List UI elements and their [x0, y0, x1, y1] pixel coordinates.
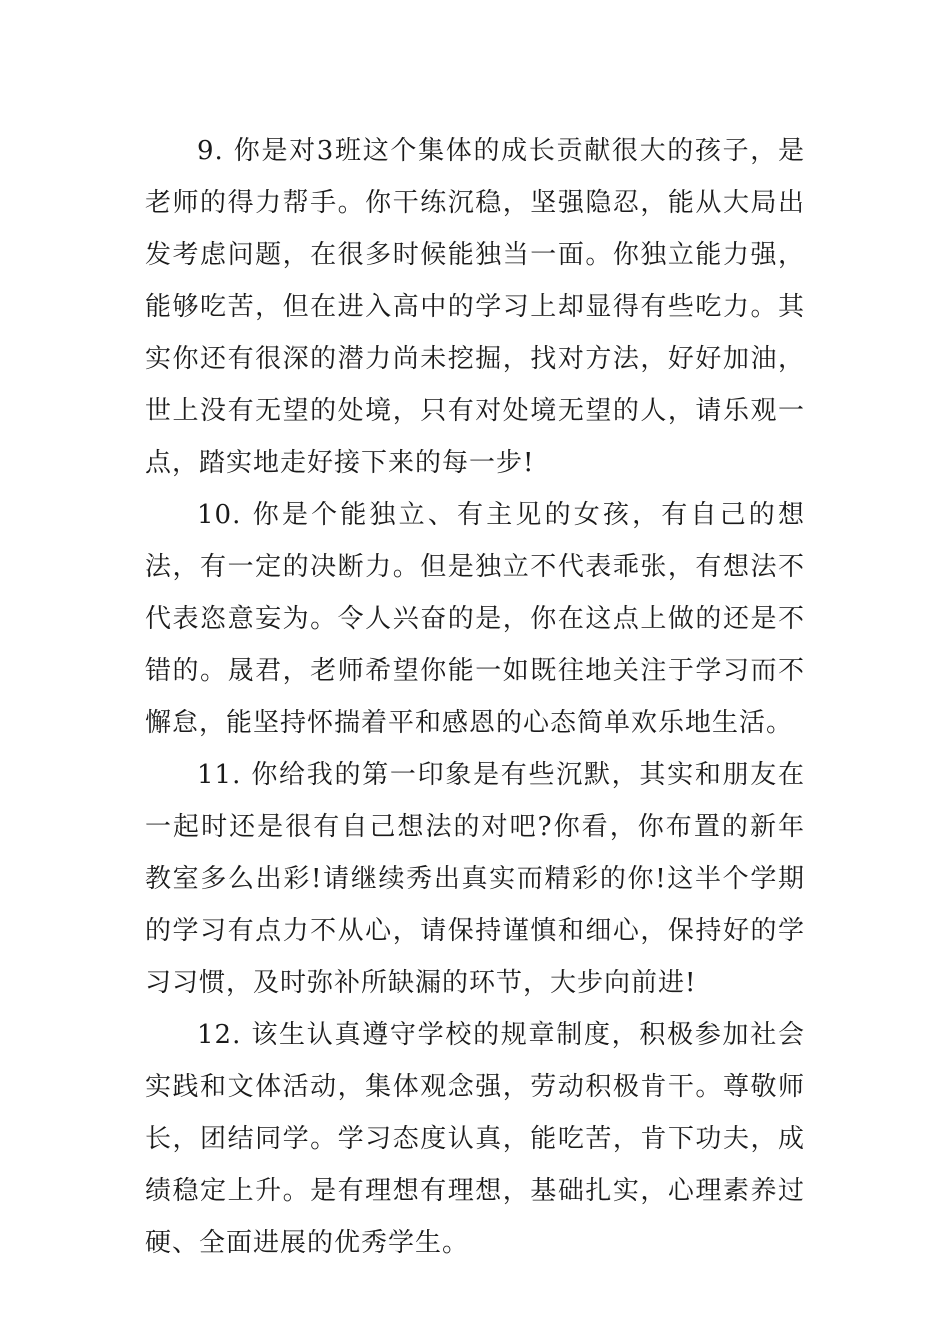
comment-paragraph-11: 11. 你给我的第一印象是有些沉默，其实和朋友在一起时还是很有自己想法的对吧?你看，你布置的新年教室多么出彩!请继续秀出真实而精彩的你!这半个学期的学习有点力不从心，请保持谨慎和细心，保持好的学习习惯，及时弥补所缺漏的环节，大步向前进! [145, 760, 805, 998]
comment-paragraph-10: 10. 你是个能独立、有主见的女孩，有自己的想法，有一定的决断力。但是独立不代表乖张，有想法不代表恣意妄为。令人兴奋的是，你在这点上做的还是不错的。晟君，老师希望你能一如既往地关注于学习而不懈怠，能坚持怀揣着平和感恩的心态简单欢乐地生活。 [145, 500, 805, 738]
comment-paragraph-12: 12. 该生认真遵守学校的规章制度，积极参加社会实践和文体活动，集体观念强，劳动积极肯干。尊敬师长，团结同学。学习态度认真，能吃苦，肯下功夫，成绩稳定上升。是有理想有理想，基础扎实，心理素养过硬、全面进展的优秀学生。 [145, 1020, 805, 1258]
comment-paragraph-9: 9. 你是对3班这个集体的成长贡献很大的孩子，是老师的得力帮手。你干练沉稳，坚强隐忍，能从大局出发考虑问题，在很多时候能独当一面。你独立能力强，能够吃苦，但在进入高中的学习上却显得有些吃力。其实你还有很深的潜力尚未挖掘，找对方法，好好加油，世上没有无望的处境，只有对处境无望的人，请乐观一点，踏实地走好接下来的每一步! [145, 136, 805, 478]
document-body [145, 125, 805, 1269]
